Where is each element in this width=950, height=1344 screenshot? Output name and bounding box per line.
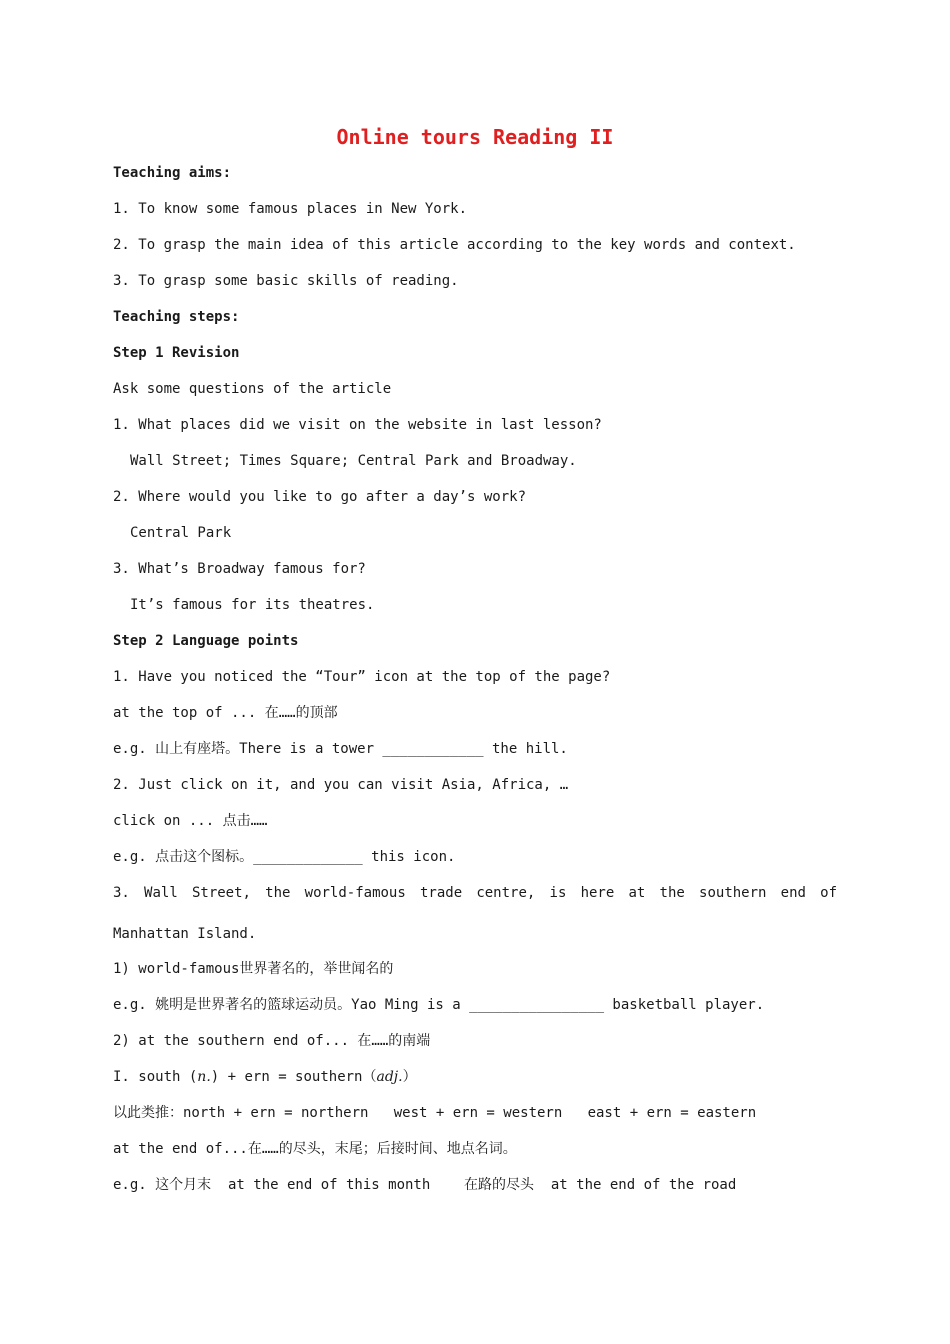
example-sentence: e.g. 山上有座塔。There is a tower ____________ the hill. [113,741,568,757]
language-point: 2. Just click on it, and you can visit Asia, Africa, … [113,777,569,793]
sub-point: 2) at the southern end of... 在……的南端 [113,1033,431,1049]
phrase-explanation: at the top of ... 在……的顶部 [113,705,338,721]
question: 1. What places did we visit on the website in last lesson? [113,417,602,433]
question: 2. Where would you like to go after a day’s work? [113,489,527,505]
step1-heading: Step 1 Revision [113,345,240,361]
language-point: 1. Have you noticed the “Tour” icon at the top of the page? [113,669,611,685]
aim-item: 2. To grasp the main idea of this article according to the key words and context. [113,237,796,253]
aim-item: 3. To grasp some basic skills of reading. [113,273,459,289]
page-title: Online tours Reading II [336,125,614,149]
answer: Wall Street; Times Square; Central Park and Broadway. [130,453,577,469]
example-sentence: e.g. 点击这个图标。_____________ this icon. [113,849,456,865]
analogy-line: 以此类推：north + ern = northern west + ern = western east + ern = eastern [113,1105,757,1121]
phrase-explanation: at the end of...在……的尽头，末尾；后接时间、地点名词。 [113,1141,517,1157]
step1-intro: Ask some questions of the article [113,381,392,397]
word-formation: I. south (n.) + ern = southern（adj.） [113,1069,417,1085]
teaching-aims-heading: Teaching aims: [113,165,232,181]
question: 3. What’s Broadway famous for? [113,561,366,577]
answer: Central Park [130,525,232,541]
language-point: 3. Wall Street, the world-famous trade centre, is here at the southern end of [113,885,837,901]
phrase-explanation: click on ... 点击…… [113,813,268,829]
teaching-steps-heading: Teaching steps: [113,309,240,325]
aim-item: 1. To know some famous places in New York. [113,201,468,217]
language-point-continued: Manhattan Island. [113,926,257,942]
example-sentence: e.g. 这个月末 at the end of this month 在路的尽头 at the end of the road [113,1177,737,1193]
step2-heading: Step 2 Language points [113,633,299,649]
answer: It’s famous for its theatres. [130,597,375,613]
example-sentence: e.g. 姚明是世界著名的篮球运动员。Yao Ming is a ________________ basketball player. [113,997,765,1013]
sub-point: 1) world-famous世界著名的，举世闻名的 [113,961,394,977]
